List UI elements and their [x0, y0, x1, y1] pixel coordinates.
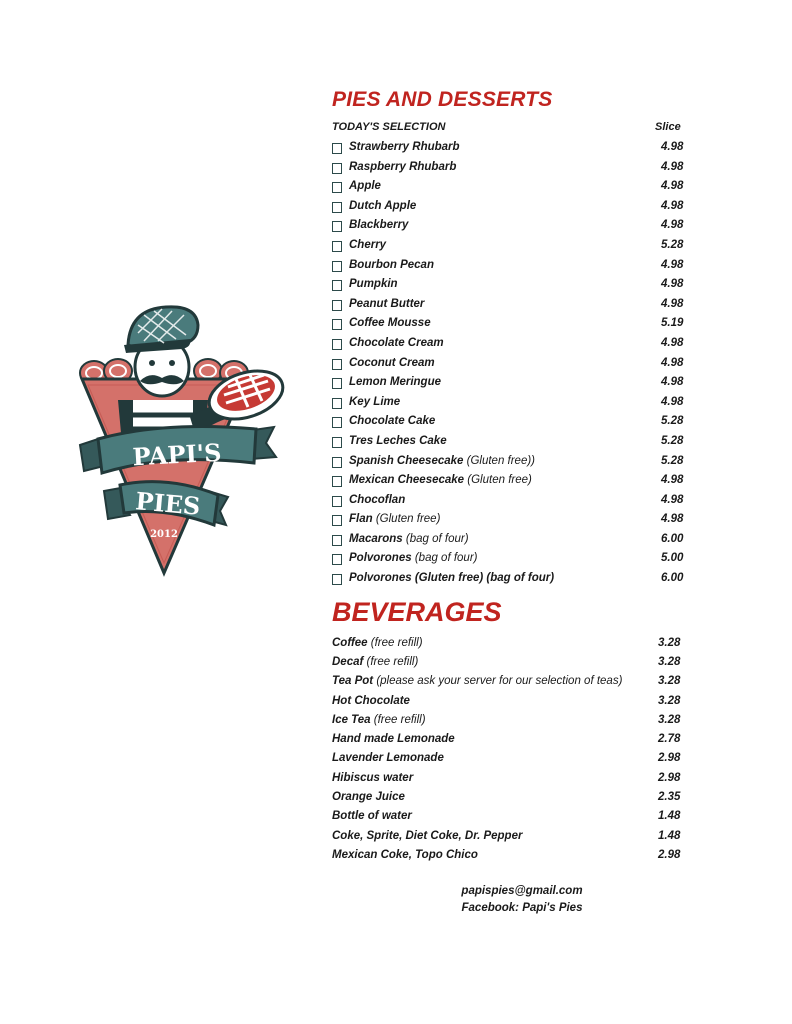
- pie-item-name: [349, 533, 469, 545]
- beverage-item-price: 3.28: [658, 636, 681, 649]
- beverage-item-label: Bottle of water: [332, 810, 412, 823]
- pie-item-name: [349, 474, 532, 486]
- beverage-item-label: Lavender Lemonade: [332, 752, 444, 765]
- beverage-item-price: 3.28: [658, 655, 681, 668]
- pie-item-label: Chocolate Cream: [349, 336, 444, 349]
- pie-item-price: 4.98: [661, 199, 684, 212]
- pie-item-label: Mexican Cheesecake: [349, 474, 465, 487]
- beverage-item-row: [332, 713, 702, 732]
- pie-item-label: Apple: [349, 180, 381, 193]
- pie-item-price: 5.28: [661, 415, 684, 428]
- beverage-item-price: 3.28: [658, 675, 681, 688]
- pie-item-price: 5.19: [661, 317, 684, 330]
- beverage-item-name: [332, 752, 444, 764]
- pie-item-row: [332, 473, 702, 493]
- beverage-item-row: [332, 636, 702, 655]
- beverage-item-label: Coke, Sprite, Diet Coke, Dr. Pepper: [332, 829, 523, 842]
- pie-item-price: 5.28: [661, 454, 684, 467]
- pie-item-label: Coconut Cream: [349, 356, 435, 369]
- pie-item-label: Coffee Mousse: [349, 317, 431, 330]
- beverage-item-row: [332, 674, 702, 693]
- pie-item-row: [332, 140, 702, 160]
- pie-item-price: 4.98: [661, 474, 684, 487]
- checkbox-icon[interactable]: [332, 280, 342, 291]
- beverage-item-row: [332, 790, 702, 809]
- pie-item-row: [332, 238, 702, 258]
- checkbox-icon[interactable]: [332, 496, 342, 507]
- checkbox-icon[interactable]: [332, 143, 342, 154]
- beverage-item-row: [332, 694, 702, 713]
- beverage-item-row: [332, 751, 702, 770]
- pie-item-note: (Gluten free): [467, 474, 532, 487]
- checkbox-icon[interactable]: [332, 398, 342, 409]
- beverage-item-name: [332, 675, 622, 687]
- beverage-item-price: 1.48: [658, 829, 681, 842]
- checkbox-icon[interactable]: [332, 261, 342, 272]
- checkbox-icon[interactable]: [332, 476, 342, 487]
- pie-item-label: Polvorones (Gluten free) (bag of four): [349, 572, 555, 585]
- pie-item-label: Chocoflan: [349, 493, 406, 506]
- beverage-item-note: (free refill): [366, 655, 419, 668]
- pie-item-name: [349, 376, 441, 388]
- beverage-item-name: [332, 695, 410, 707]
- checkbox-icon[interactable]: [332, 339, 342, 350]
- pie-item-label: Strawberry Rhubarb: [349, 141, 460, 153]
- beverage-item-name: [332, 637, 423, 649]
- beverage-item-name: [332, 791, 405, 803]
- menu-content: [332, 88, 702, 867]
- beverage-item-note: (free refill): [373, 713, 426, 726]
- checkbox-icon[interactable]: [332, 554, 342, 565]
- pie-item-note: (Gluten free)): [466, 454, 536, 467]
- papis-pies-logo: [78, 305, 288, 577]
- contact-facebook: Facebook: Papi's Pies: [461, 902, 583, 914]
- pie-item-row: [332, 316, 702, 336]
- pie-item-row: [332, 395, 702, 415]
- pie-item-row: [332, 434, 702, 454]
- beverage-item-label: Tea Pot: [332, 675, 374, 688]
- pie-item-name: [349, 572, 554, 584]
- pie-item-price: 4.98: [661, 376, 684, 389]
- checkbox-icon[interactable]: [332, 378, 342, 389]
- pie-item-name: [349, 552, 478, 564]
- beverages-list: [332, 636, 702, 868]
- beverage-item-note: (free refill): [370, 636, 423, 649]
- beverage-item-label: Mexican Coke, Topo Chico: [332, 848, 478, 861]
- pie-item-name: [349, 357, 435, 369]
- pie-item-label: Key Lime: [349, 395, 401, 408]
- pie-item-price: 6.00: [661, 572, 684, 585]
- pie-item-name: [349, 180, 381, 192]
- todays-selection-label: TODAY'S SELECTION: [332, 121, 446, 133]
- pie-item-name: [349, 494, 405, 506]
- pie-item-price: 4.98: [661, 336, 684, 349]
- pie-item-name: [349, 513, 440, 525]
- pie-item-label: Tres Leches Cake: [349, 434, 447, 447]
- beverage-item-label: Orange Juice: [332, 791, 405, 804]
- pie-item-note: (bag of four): [414, 552, 478, 565]
- pie-item-note: (bag of four): [405, 532, 469, 545]
- pie-item-label: Bourbon Pecan: [349, 258, 434, 271]
- pie-item-price: 4.98: [661, 278, 684, 291]
- beverage-item-row: [332, 771, 702, 790]
- pie-item-name: [349, 200, 416, 212]
- pie-item-name: [349, 415, 435, 427]
- checkbox-icon[interactable]: [332, 535, 342, 546]
- beverage-item-label: Hibiscus water: [332, 771, 414, 784]
- checkbox-icon[interactable]: [332, 515, 342, 526]
- pie-item-price: 4.98: [661, 141, 684, 153]
- beverage-item-label: Coffee: [332, 636, 368, 649]
- beverage-item-label: Hot Chocolate: [332, 694, 410, 707]
- checkbox-icon[interactable]: [332, 221, 342, 232]
- pie-item-row: [332, 512, 702, 532]
- checkbox-icon[interactable]: [332, 417, 342, 428]
- pie-item-label: Peanut Butter: [349, 297, 425, 310]
- pie-item-price: 4.98: [661, 160, 684, 173]
- pie-item-label: Flan: [349, 513, 373, 526]
- pie-item-label: Dutch Apple: [349, 199, 417, 212]
- pie-item-price: 5.28: [661, 238, 684, 251]
- checkbox-icon[interactable]: [332, 182, 342, 193]
- beverage-item-price: 3.28: [658, 713, 681, 726]
- pie-item-name: [349, 161, 456, 173]
- pies-header-row: [332, 121, 702, 140]
- pie-item-row: [332, 414, 702, 434]
- beverage-item-name: [332, 830, 522, 842]
- pie-item-label: Blackberry: [349, 219, 409, 232]
- pie-item-row: [332, 532, 702, 552]
- pie-item-row: [332, 551, 702, 571]
- checkbox-icon[interactable]: [332, 437, 342, 448]
- pie-item-name: [349, 239, 386, 251]
- logo-year: 2012: [150, 529, 178, 540]
- pie-item-label: Cherry: [349, 238, 387, 251]
- pie-item-price: 5.28: [661, 434, 684, 447]
- pie-item-price: 5.00: [661, 552, 684, 565]
- logo-name-line1: PAPI'S: [131, 437, 223, 472]
- pie-item-note: (Gluten free): [375, 513, 441, 526]
- beverage-item-price: 2.98: [658, 752, 681, 765]
- pie-item-name: [349, 298, 424, 310]
- pie-item-name: [349, 435, 447, 447]
- pie-item-price: 4.98: [661, 258, 684, 271]
- pie-item-row: [332, 179, 702, 199]
- checkbox-icon[interactable]: [332, 163, 342, 174]
- slice-price-header: Slice: [655, 121, 681, 133]
- pie-item-row: [332, 160, 702, 180]
- pie-item-name: [349, 317, 431, 329]
- beverage-item-row: [332, 732, 702, 751]
- beverage-item-row: [332, 829, 702, 848]
- pie-item-row: [332, 493, 702, 513]
- pie-item-label: Pumpkin: [349, 278, 398, 291]
- pie-item-label: Macarons: [349, 532, 403, 545]
- pie-item-price: 6.00: [661, 532, 684, 545]
- beverage-item-note: (please ask your server for our selection of teas): [376, 675, 623, 688]
- logo-name-line2: PIES: [134, 486, 202, 521]
- pie-item-label: Spanish Cheesecake: [349, 454, 464, 467]
- beverage-item-price: 2.98: [658, 848, 681, 861]
- contact-email: papispies@gmail.com: [461, 885, 583, 897]
- pie-item-name: [349, 141, 460, 153]
- checkbox-icon[interactable]: [332, 241, 342, 252]
- pie-item-row: [332, 571, 702, 591]
- pie-item-label: Raspberry Rhubarb: [349, 160, 457, 173]
- pie-item-row: [332, 336, 702, 356]
- pie-item-row: [332, 375, 702, 395]
- pie-item-row: [332, 218, 702, 238]
- beverage-item-price: 3.28: [658, 694, 681, 707]
- pie-item-price: 4.98: [661, 513, 684, 526]
- contact-info: [422, 883, 622, 917]
- beverage-item-label: Decaf: [332, 655, 364, 668]
- pie-item-price: 4.98: [661, 297, 684, 310]
- pie-item-price: 4.98: [661, 493, 684, 506]
- pie-item-row: [332, 454, 702, 474]
- pies-list: [332, 140, 702, 591]
- beverage-item-label: Ice Tea: [332, 713, 371, 726]
- pie-item-row: [332, 297, 702, 317]
- pie-item-row: [332, 258, 702, 278]
- pie-item-price: 4.98: [661, 180, 684, 193]
- beverages-section-title: BEVERAGES: [332, 596, 502, 627]
- pie-item-name: [349, 396, 400, 408]
- beverage-item-row: [332, 848, 702, 867]
- pie-item-price: 4.98: [661, 219, 684, 232]
- checkbox-icon[interactable]: [332, 202, 342, 213]
- beverage-item-name: [332, 810, 412, 822]
- beverage-item-price: 2.35: [658, 791, 681, 804]
- pie-item-price: 4.98: [661, 356, 684, 369]
- beverage-item-name: [332, 733, 455, 745]
- beverage-item-name: [332, 656, 418, 668]
- checkbox-icon[interactable]: [332, 319, 342, 330]
- pie-item-price: 4.98: [661, 395, 684, 408]
- pie-item-label: Chocolate Cake: [349, 415, 436, 428]
- pie-item-name: [349, 455, 535, 467]
- pie-item-row: [332, 277, 702, 297]
- checkbox-icon[interactable]: [332, 574, 342, 585]
- beverage-item-name: [332, 849, 478, 861]
- beverage-item-row: [332, 809, 702, 828]
- beverage-item-row: [332, 655, 702, 674]
- pie-item-label: Polvorones: [349, 552, 412, 565]
- pies-section-title: PIES AND DESSERTS: [332, 88, 553, 111]
- logo-graphic: [78, 305, 288, 577]
- checkbox-icon[interactable]: [332, 359, 342, 370]
- beverage-item-price: 1.48: [658, 810, 681, 823]
- checkbox-icon[interactable]: [332, 300, 342, 311]
- pie-item-name: [349, 278, 398, 290]
- pie-item-row: [332, 199, 702, 219]
- pie-item-label: Lemon Meringue: [349, 376, 442, 389]
- pie-item-row: [332, 356, 702, 376]
- pie-item-name: [349, 259, 434, 271]
- beverage-item-label: Hand made Lemonade: [332, 733, 455, 746]
- pie-item-name: [349, 337, 444, 349]
- checkbox-icon[interactable]: [332, 457, 342, 468]
- beverage-item-price: 2.98: [658, 771, 681, 784]
- pie-item-name: [349, 219, 408, 231]
- beverage-item-name: [332, 714, 426, 726]
- beverage-item-price: 2.78: [658, 733, 681, 746]
- beverage-item-name: [332, 772, 413, 784]
